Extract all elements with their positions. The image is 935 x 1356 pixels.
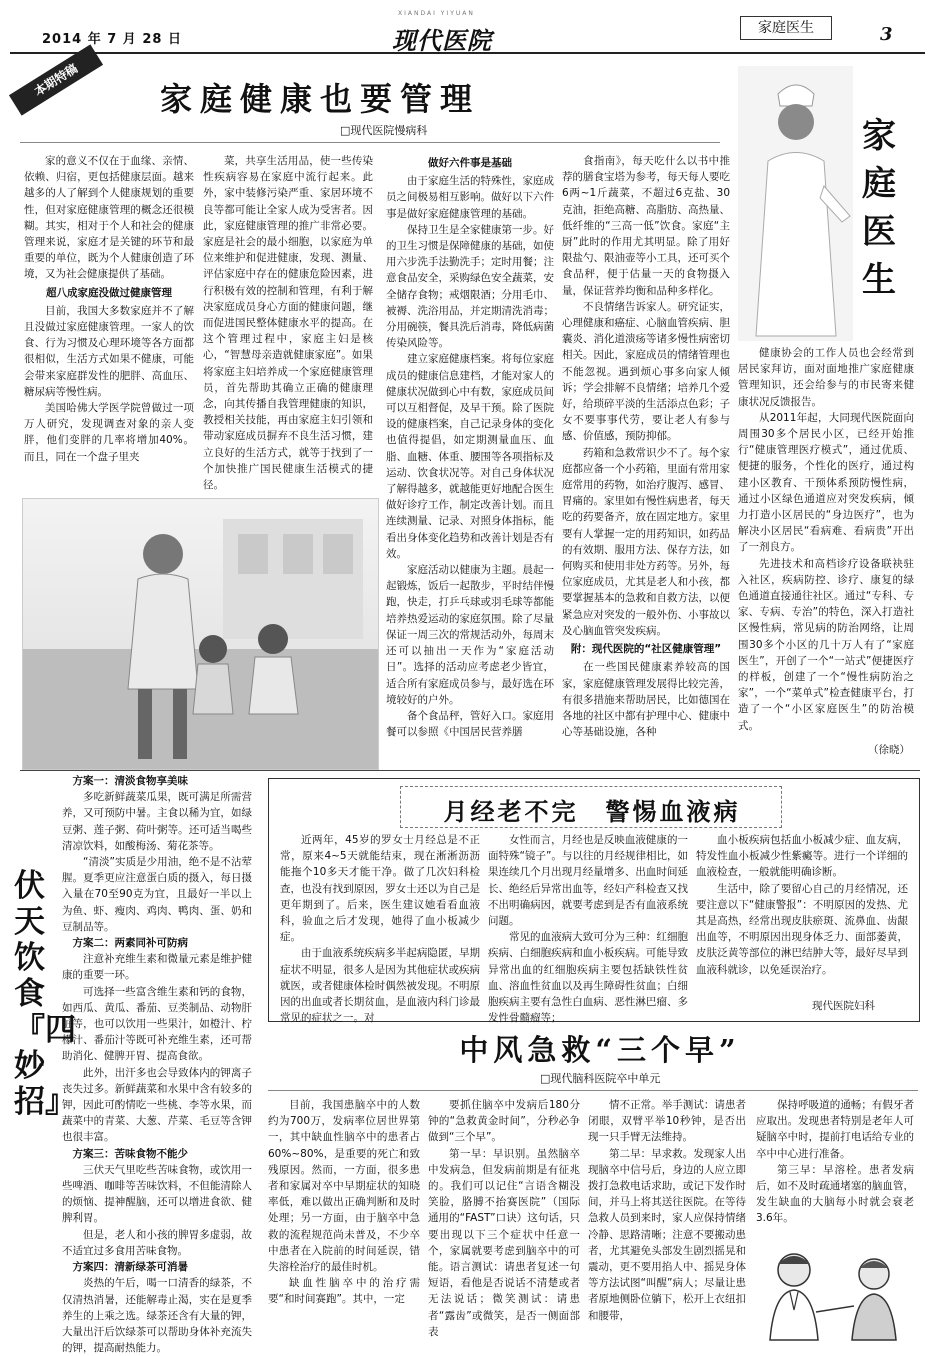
paragraph: 常见的血液病大致可分为三种：红细胞疾病、白细胞疾病和血小板疾病。可能导致异常出血的红细胞疾病主要包括缺铁性贫血、溶血性贫血以及再生障碍性贫血；白细胞疾病主要有急性白血病、恶性淋巴瘤、多发性骨髓瘤等；: [488, 931, 688, 1025]
article1-title: 家庭健康也要管理: [160, 80, 481, 118]
paragraph: 由于家庭生活的特殊性，家庭成员之间极易相互影响。做好以下六件事是做好家庭健康管理的基础。: [386, 175, 554, 220]
article4-col2: [428, 1097, 580, 1347]
subheading: 附：现代医院的“社区健康管理”: [570, 643, 722, 656]
section-rule: [20, 770, 920, 771]
paragraph: 注意补充维生素和微量元素是维护健康的重要一环。: [62, 953, 252, 982]
doctor-patient-icon: [756, 1240, 916, 1345]
paragraph: 建立家庭健康档案。将每位家庭成员的健康信息建档，才能对家人的健康状况做到心中有数，家庭成员间可以互相督促，及早干预。除了医院设的健康档案，自己记录身体的变化也值得提倡，如定期测量血压、血脂、血糖、体重、腰围等各项指标及运动、饮食状况等。对自己身体状况了解得越多，就越能更好地配合医生做好诊疗工作，制定改善计划。而且连续测量、记录、对照身体指标，能看出身体变化趋势和改善计划是否有效。: [386, 353, 554, 560]
paragraph: 保持呼吸道的通畅；有假牙者应取出。发现患者特别是老年人可疑脑卒中时，提前打电话给专业的卒中中心进行准备。: [756, 1099, 914, 1160]
article3-col2: [488, 832, 688, 1025]
paragraph: 近两年，45岁的罗女士月经总是不正常，原来4~5天就能结束，现在淅淅沥沥能拖个10多天才能干净。做了几次妇科检查，也没有找到原因，罗女士还以为自己是更年期到了。后来，医生建议她看看血液科，验血之后才发现，她得了血小板减少症。: [280, 834, 480, 944]
paragraph: 缺血性脑卒中的治疗需要“和时间赛跑”。其中，一定: [268, 1277, 420, 1306]
subheading: 做好六件事是基础: [428, 157, 512, 169]
article3-col3: [696, 832, 908, 992]
article3-title: 月经老不完 警惕血液病: [443, 797, 741, 826]
issue-date: 2014 年 7 月 28 日: [42, 32, 182, 47]
paragraph: 炎热的午后，喝一口清香的绿茶，不仅清热消暑，还能解毒止渴，实在是夏季养生的上乘之选。绿茶还含有大量的钾，大量出汗后饮绿茶可以帮助身体补充流失的钾，提高耐热能力。: [62, 1277, 252, 1355]
paragraph: 健康协会的工作人员也会经常到居民家拜访，面对面地推广家庭健康管理知识，还会给参与的市民寄来健康状况反馈报告。: [738, 347, 914, 408]
side-title: 家庭医生: [862, 116, 896, 300]
paragraph: 要抓住脑卒中发病后180分钟的“急救黄金时间”，分秒必争做到“三个早”。: [428, 1099, 580, 1144]
feature-tag: [9, 44, 103, 115]
paragraph: 在一些国民健康素养较高的国家，家庭健康管理发展得比较完善，有很多措施来帮助居民，比如德国在各地的社区中都有护理中心、健康中心等基础设施，各种: [562, 661, 730, 739]
paragraph: 食指南》，每天吃什么以书中推荐的膳食宝塔为参考，每天每人要吃6两~1斤蔬菜，不超过6克盐、30克油，拒绝高糖、高脂肪、高热量、低纤维的“三高一低”饮食。家庭“主厨”此时的作用尤其明显。除了用好限盐勺、限油壶等小工具，还可买个食品秤，便于估量一天的食物摄入量，保证营养均衡和品种多样化。: [562, 155, 730, 297]
paragraph: 不良情绪告诉家人。研究证实，心理健康和癌症、心脑血管疾病、胆囊炎、消化道溃疡等诸多慢性病密切相关。因此，家庭成员的情绪管理也不能忽视。遇到烦心事多向家人倾诉；学会排解不良情绪；培养几个爱好，给琐碎平淡的生活添点色彩；子女不要事事代劳，要让老人有参与感、价值感，预防抑郁。: [562, 300, 730, 443]
paragraph: 菜，共享生活用品，使一些传染性疾病容易在家庭中流行起来。此外，家中装修污染严重、家居环境不良等都可能让全家人成为受害者。因此，家庭健康管理的推广非常必要。家庭是社会的最小细胞，以家庭为单位来维护和促进健康，发现、测量、评估家庭中存在的健康危险因素，进行积极有效的控制和管理，有利于解决家庭成员身心方面的健康问题，继而促进国民整体健康水平的提高。在这个管理过程中，家庭主妇是核心，“智慧母亲造就健康家庭”。如果将家庭主妇培养成一个家庭健康管理员，首先帮助其确立正确的健康理念，向其传播自我管理健康的知识，教授相关技能，再由家庭主妇引领和带动家庭成员摒弃不良生活习惯，建立良好的生活方式，就等于找到了一个加快推广国民健康生活模式的捷径。: [203, 155, 373, 492]
paragraph: 多吃新鲜蔬菜瓜果，既可满足所需营养，又可预防中暑。主食以稀为宜，如绿豆粥、莲子粥、荷叶粥等。还可适当喝些清凉饮料，如酸梅汤、菊花茶等。: [62, 791, 252, 852]
article3-col1: [280, 832, 480, 1025]
consultation-illustration: [756, 1240, 916, 1345]
paragraph: 先进技术和高档诊疗设备联袂驻入社区，疾病防控、诊疗、康复的绿色通道直接通往社区。通过“专科、专家、专病、专治”的特色，深入打造社区慢性病，常见病的防治网络，让周围30多个小区的几十万人有了“家庭医生”，开创了一个“一站式”便捷医疗的样板，创建了一个“慢性病防治之家”，一个“菜单式”检查健康平台，打造了一个“小区家庭医生”的防治模式。: [738, 557, 914, 732]
paragraph: 可选择一些富含维生素和钙的食物，如西瓜、黄瓜、番茄、豆类制品、动物肝脏等，也可以饮用一些果汁，如橙汁、柠檬汁、番茄汁等既可补充维生素，还可帮助消化、健脾开胃、提高食欲。: [62, 985, 252, 1063]
paragraph: 情不正常。举手测试：请患者闭眼，双臂平举10秒钟，是否出现一只手臂无法维持。: [588, 1099, 746, 1144]
article4-title-rule: [268, 1090, 918, 1091]
article1-col2: [203, 153, 373, 493]
family-illustration: [23, 499, 378, 769]
feature-tag-label: 本期特稿: [31, 61, 81, 99]
paragraph: 备个食品秤，管好入口。家庭用餐可以参照《中国居民营养膳: [386, 709, 554, 739]
page-number: 3: [880, 24, 893, 45]
article4-col4: [756, 1097, 914, 1237]
header-rule: [10, 52, 925, 54]
article1-col3: [386, 153, 554, 768]
article3-source: 现代医院妇科: [812, 1000, 875, 1012]
paragraph: 第二早：早求救。发现家人出现脑卒中信号后，身边的人应立即拨打急救电话求助，或记下发作时间，并马上将其送往医院。在等待急救人员到来时，家人应保持情绪冷静、思路清晰；注意不要搬动患者，尤其避免头部发生剧烈摇晃和震动，更不要用掐人中、摇晃身体等方法试图“叫醒”病人；尽量让患者原地侧卧位躺下，松开上衣纽扣和腰带，: [588, 1147, 746, 1322]
paragraph: 由于血液系统疾病多半起病隐匿，早期症状不明显，很多人是因为其他症状或疾病就医，或者健康体检时偶然被发现。不明原因的出血或者长期贫血，是血液内科门诊最常见的症状之一。对: [280, 947, 480, 1025]
paragraph: 目前，我国大多数家庭并不了解且没做过家庭健康管理。一家人的饮食、行为习惯及心理环境等各方面都很相似，生活方式如果不健康，可能会带来家庭群发性的肥胖、高血压、糖尿病等慢性病。: [24, 304, 194, 398]
article1-byline: □现代医院慢病科: [340, 124, 428, 137]
paragraph: 家庭活动以健康为主题。晨起一起锻炼，饭后一起散步，平时结伴慢跑，快走，打乒乓球或羽毛球等都能培养热爱运动的家庭氛围。除了尽量保证一周三次的常规活动外，每周末还可以抽出一天作为“家庭活动日”。选择的活动应考虑老少皆宜，适合所有家庭成员参与，最好选在环境较好的户外。: [386, 564, 554, 706]
paragraph: 家的意义不仅在于血缘、亲情、依赖、归宿，更包括健康层面。越来越多的人了解到个人健康规划的重要性，但对家庭健康管理的概念还很模糊。其实，相对于个人和社会的健康管理来说，家庭才是关键的环节和最重要的单位，既为个人健康创造了环境，又为社会健康提供了基础。: [24, 155, 194, 281]
doctor-photo: [738, 66, 853, 341]
article1-col1: [24, 153, 194, 493]
article4-title: 中风急救“三个早”: [459, 1033, 741, 1067]
article4-byline: □现代脑科医院卒中单元: [540, 1072, 661, 1085]
family-photo: [22, 498, 379, 770]
article1-col5: [738, 345, 914, 735]
paragraph: 目前，我国患脑卒中的人数约为700万，发病率位居世界第一，其中缺血性脑卒中的患者占60%~80%，是重要的死亡和致残原因。然而，一方面，很多患者和家属对卒中早期症状的知晓率低，难以做出正确判断和及时处理；另一方面，由于脑卒中急救的流程规范尚未普及，不少卒中患者在入院前的时间延误，错失溶栓治疗的最佳时机。: [268, 1099, 420, 1274]
paragraph: 三伏天气里吃些苦味食物，或饮用一些啤酒、咖啡等苦味饮料，不但能清除人的烦恼、提神醒脑，还可以增进食欲、健脾利胃。: [62, 1163, 252, 1225]
article2-body: [62, 773, 252, 1355]
paragraph: 从2011年起，大同现代医院面向周围30多个居民小区，已经开始推行“健康管理医疗模式”，通过优质、便捷的服务，个性化的医疗，通过构建小区教育、干预体系预防慢性病，通过小区绿色通道应对突发疾病，倾力打造小区居民的“身边医疗”，也为解决小区居民“看病难、看病贵”开出了一剂良方。: [738, 411, 914, 554]
subheading: 超八成家庭没做过健康管理: [46, 286, 172, 299]
subheading: 方案三：苦味食物不能少: [72, 1147, 188, 1160]
article4-col3: [588, 1097, 746, 1347]
doctor-illustration: [738, 66, 853, 341]
section-label: 家庭医生: [740, 16, 832, 40]
paragraph: 但是，老人和小孩的脾胃多虚弱，故不适宜过多食用苦味食物。: [62, 1228, 252, 1257]
paragraph: 美国哈佛大学医学院曾做过一项万人研究，发现调查对象的亲人变胖，他们变胖的几率将增加40%。而且，同在一个盘子里夹: [24, 402, 194, 463]
paragraph: 女性而言，月经也是反映血液健康的一面特殊“镜子”。与以往的月经规律相比，如果连续几个月出现月经量增多、出血时间延长、绝经后异常出血等，经妇产科检查又找不出明确病因，就要考虑到是否有血液系统问题。: [488, 834, 688, 928]
paragraph: 生活中，除了要留心自己的月经情况，还要注意以下“健康警报”：不明原因的发热、尤其是高热，经常出现皮肤瘀斑、流鼻血、齿龈出血等，不明原因出现身体乏力、面部萎黄，皮肤泛黄等部位的淋巴结肿大等，最好尽早到血液科就诊，以免延误治疗。: [696, 882, 908, 976]
paragraph: 血小板疾病包括血小板减少症、血友病，特发性血小板减少性紫癜等。进行一个详细的血液检查，一般就能明确诊断。: [696, 834, 908, 879]
article1-author: （徐晓）: [868, 744, 910, 756]
paragraph: 保持卫生是全家健康第一步。好的卫生习惯是保障健康的基础，如使用六步洗手法勤洗手；定时用餐；注意食品安全，采购绿色安全蔬菜，安全储存食物；戒烟限酒；分用毛巾、被褥、洗浴用品，并定期清洗消毒；分用碗筷，餐具洗后消毒，降低病菌传染风险等。: [386, 223, 554, 350]
paragraph: 第一早：早识别。虽然脑卒中发病急，但发病前期是有征兆的。我们可以记住“言语含糊没笑脸，胳膊不抬赛医院”（国际通用的“FAST”口诀）这句话，只要出现以下三个症状中任意一个，家属就要考虑到脑卒中的可能。语言测试：请患者复述一句短语，看他是否说话不清楚或者无法说话；微笑测试：请患者“露齿”或微笑，是否一侧面部表: [428, 1147, 580, 1338]
page-header: [0, 0, 935, 54]
paragraph: “清淡”实质是少用油，绝不是不沾荤腥。夏季更应注意蛋白质的摄入，每日摄入量在70至90克为宜，且最好一半以上为鱼、虾、瘦肉、鸡肉、鸭肉、蛋、奶和豆制品等。: [62, 856, 252, 933]
masthead-pinyin: XIANDAI YIYUAN: [398, 10, 475, 17]
masthead: 现代医院: [392, 26, 492, 55]
subheading: 方案一：清淡食物享美味: [72, 775, 188, 787]
article1-title-rule: [20, 142, 720, 143]
article1-col4: [562, 153, 730, 768]
article4-col1: [268, 1097, 420, 1347]
subheading: 方案四：清新绿茶可消暑: [72, 1261, 188, 1274]
subheading: 方案二：两素同补可防病: [72, 937, 188, 950]
paragraph: 第三早：早溶栓。患者发病后，如不及时疏通堵塞的脑血管，发生缺血的大脑每小时就会衰老3.6年。: [756, 1163, 914, 1225]
paragraph: 药箱和急救常识少不了。每个家庭都应备一个小药箱，里面有常用家庭常用的药物，如治疗腹泻、感冒、胃痛的。家里如有慢性病患者，每天吃的药要备齐，放在固定地方。家里要有人掌握一定的用药知识，如药品的有效期、服用方法、保存方法，如何购买和使用非处方药等。另外，每位家庭成员，尤其是老人和小孩，都要掌握基本的急救和自救方法，以便紧急应对突发的一般外伤、小事故以及心脑血管突发疾病。: [562, 446, 730, 637]
article2-title: 伏天饮食『四妙招』: [14, 868, 76, 1120]
paragraph: 此外，出汗多也会导致体内的钾离子丧失过多。新鲜蔬菜和水果中含有较多的钾，因此可酌情吃一些桃、李等水果，而蔬菜中的青菜、大葱、芹菜、毛豆等含钾也很丰富。: [62, 1066, 252, 1144]
